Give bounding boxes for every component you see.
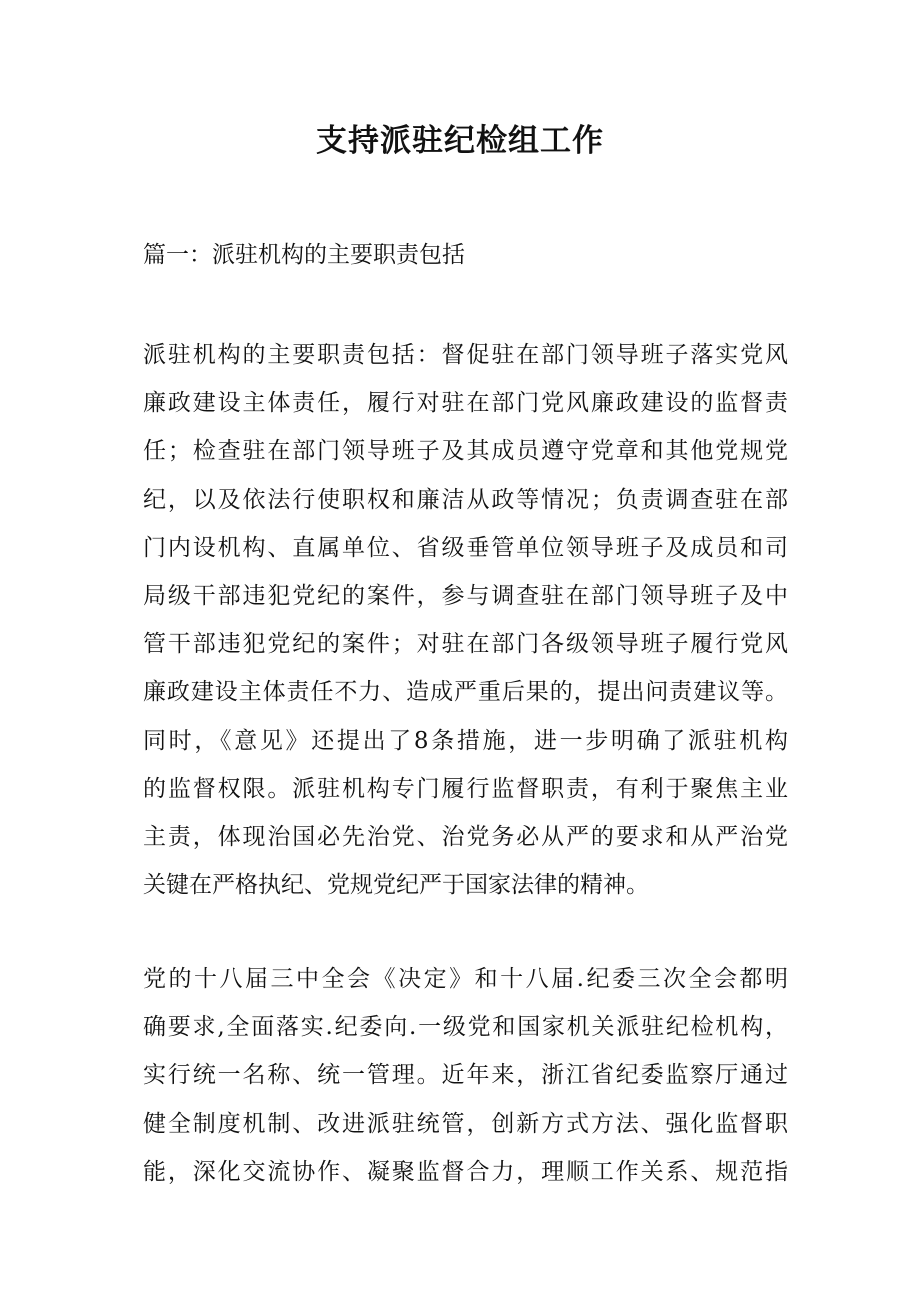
paragraph-1 — [143, 331, 788, 909]
paragraph-line: 关键在严格执纪、党规党纪严于国家法律的精神。 — [143, 872, 649, 899]
paragraph-line: 纪，以及依法行使职权和廉洁从政等情况；负责调查驻在部 — [143, 486, 788, 513]
paragraph-line: 管干部违犯党纪的案件；对驻在部门各级领导班子履行党风 — [143, 631, 788, 658]
paragraph-line: 健全制度机制、改进派驻统管，创新方式方法、强化监督职 — [143, 1110, 788, 1137]
document-title: 支持派驻纪检组工作 — [316, 123, 604, 159]
paragraph-2 — [143, 955, 788, 1196]
paragraph-line: 实行统一名称、统一管理。近年来，浙江省纪委监察厅通过 — [143, 1062, 788, 1089]
paragraph-line: 任；检查驻在部门领导班子及其成员遵守党章和其他党规党 — [143, 438, 788, 465]
paragraph-line: 同时，《意见》还提出了8条措施，进一步明确了派驻机构 — [143, 727, 788, 754]
paragraph-line: 派驻机构的主要职责包括：督促驻在部门领导班子落实党风 — [143, 342, 788, 368]
paragraph-line: 的监督权限。派驻机构专门履行监督职责，有利于聚焦主业 — [143, 775, 788, 802]
paragraph-line: 廉政建设主体责任不力、造成严重后果的，提出问责建议等。 — [143, 679, 788, 706]
paragraph-line: 门内设机构、直属单位、省级垂管单位领导班子及成员和司 — [143, 534, 788, 561]
paragraph-line: 党的十八届三中全会《决定》和十八届.纪委三次全会都明 — [143, 966, 788, 992]
paragraph-line: 局级干部违犯党纪的案件，参与调查驻在部门领导班子及中 — [143, 582, 788, 609]
section-heading: 篇一：派驻机构的主要职责包括 — [143, 242, 465, 268]
paragraph-line: 主责，体现治国必先治党、治党务必从严的要求和从严治党 — [143, 823, 788, 850]
paragraph-line: 能，深化交流协作、凝聚监督合力，理顺工作关系、规范指 — [143, 1158, 788, 1185]
paragraph-line: 确要求,全面落实.纪委向.一级党和国家机关派驻纪检机构， — [143, 1014, 788, 1041]
paragraph-line: 廉政建设主体责任，履行对驻在部门党风廉政建设的监督责 — [143, 390, 788, 417]
